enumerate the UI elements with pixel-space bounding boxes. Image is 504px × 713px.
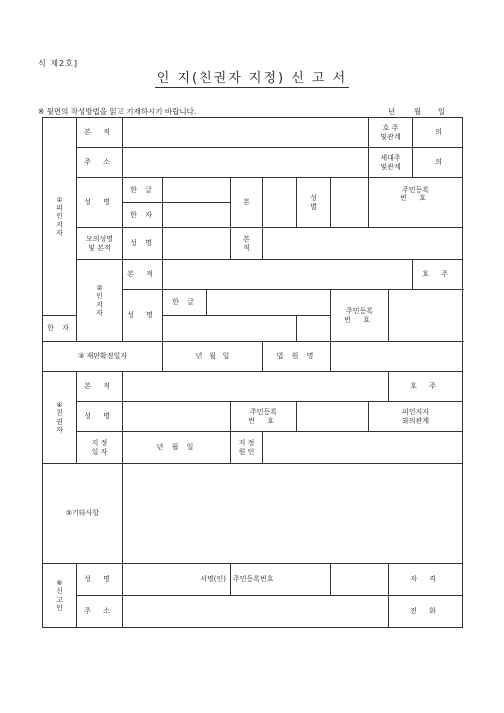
date-month: 월 [414,107,422,116]
section6-label: ⑥ 신 고 인 [43,564,77,628]
section2-resident-no-label: 주민등록 번 호 [331,290,389,342]
section4-head-label: 호 주 [389,372,463,402]
section6-resident-no-field[interactable] [331,564,389,596]
section1-mother-name-field[interactable] [163,228,231,260]
section4-designation-date-label: 지 정 일 자 [77,432,123,464]
section2-hanja-label: 한 자 [43,316,77,342]
section4-resident-no-label: 주민등록 번 호 [231,402,297,432]
section1-head-relation-label: 호 주 및관계 [369,118,413,148]
section4-name-label: 성 명 [77,402,123,432]
section1-sex-field[interactable] [331,178,369,228]
section1-label: ① 피 인 지 자 [43,118,77,316]
section1-mother-label: 모의성명 및 본적 [77,228,123,260]
section2-hanja-field[interactable] [163,316,297,342]
section1-resident-no[interactable]: 주민등록 번 호 [369,178,463,228]
section3-court-field[interactable] [331,342,463,372]
section4-designation-date-field[interactable]: 년 월 일 [123,432,231,464]
section5-other-field[interactable] [123,464,463,564]
date-year: 년 [388,107,396,116]
section6-address-field[interactable] [123,596,389,628]
section2-hangul-label: 한 글 [163,290,207,316]
section2-hangul-field[interactable] [207,290,331,316]
section1-hometown-label: 본 적 [77,118,123,148]
section2-hometown-label: 본 적 [123,260,163,290]
section1-address-field[interactable] [123,148,369,178]
date-day: 일 [438,107,446,116]
section6-name-label: 성 명 [77,564,123,596]
section4-label: ④ 친 권 자 [43,372,77,464]
section4-name-field[interactable] [123,402,231,432]
section6-address-label: 주 소 [77,596,123,628]
section1-hometown-field[interactable] [123,118,369,148]
section4-resident-no-field[interactable] [297,402,369,432]
section3-court-label: 법 원 명 [263,342,331,372]
section1-address-label: 주 소 [77,148,123,178]
section6-phone-label: 전 화 [389,596,463,628]
notice-text: ※ 뒷면의 작성방법을 읽고 기재하시기 바랍니다. [38,107,197,116]
section1-head-relation-field[interactable]: 의 [413,118,463,148]
report-form-table [42,117,463,628]
section4-relation-label: 피인지자 와의관계 [369,402,463,432]
section1-household-label: 세대주 및관계 [369,148,413,178]
section1-hangul-field[interactable] [163,178,231,203]
section6-signature-field[interactable]: 서명(인) [123,564,231,596]
section4-designation-cause-field[interactable] [263,432,463,464]
section1-household-field[interactable]: 의 [413,148,463,178]
section1-mother-origin-label: 본 적 [231,228,263,260]
form-number: 식 제2호] [38,59,78,68]
section4-hometown-label: 본 적 [77,372,123,402]
section1-name-label: 성 명 [77,178,123,228]
form-title-text: 인 지(친권자 지정) 신 고 서 [156,71,348,86]
section4-designation-cause-label: 지 정 원 인 [231,432,263,464]
section1-origin-field[interactable] [263,178,297,228]
section1-mother-origin-field[interactable] [263,228,463,260]
section1-mother-name-label: 성 명 [123,228,163,260]
section1-hanja-field[interactable] [163,203,231,228]
section2-resident-no-field[interactable] [389,290,463,342]
section2-label: ② 인 지 자 [77,260,123,342]
section2-head-label: 호 주 [413,260,463,290]
section2-name-label: 성 명 [123,290,163,342]
section4-hometown-field[interactable] [123,372,389,402]
section1-hanja-label: 한 자 [123,203,163,228]
form-title [0,67,504,86]
section1-sex-label: 성 별 [297,178,331,228]
section1-origin-label: 본 [231,178,263,228]
section3-trial-date-label: ③ 재판확정일자 [43,342,163,372]
section1-hangul-label: 한 글 [123,178,163,203]
section2-hometown-field[interactable] [163,260,413,290]
section6-resident-no-label: 주민등록번호 [231,564,331,596]
section6-qualification-label: 자 격 [389,564,463,596]
section3-trial-date-field[interactable]: 년 월 일 [163,342,263,372]
section5-other-label: ⑤기타사항 [43,464,123,564]
section1-resident-no-label: 주민등록 [401,186,430,194]
